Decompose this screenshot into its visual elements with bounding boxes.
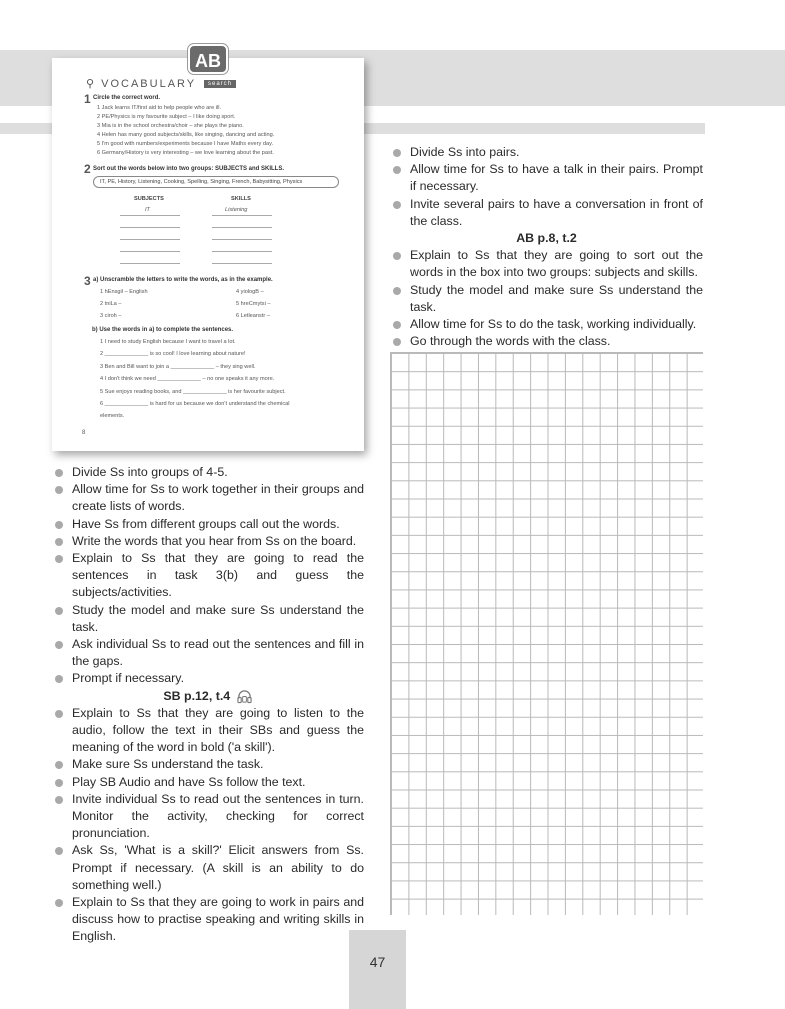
note-bullet: Allow time for Ss to do the task, working individually. <box>390 316 703 333</box>
task2-word-box: IT, PE, History, Listening, Cooking, Spelling, Singing, French, Babysitting, Physics <box>93 176 339 188</box>
task1-number: 1 <box>84 92 91 106</box>
note-bullet: Study the model and make sure Ss understand the task. <box>52 602 364 636</box>
answer-blank <box>212 251 272 252</box>
note-bullet: Play SB Audio and have Ss follow the text. <box>52 774 364 791</box>
task3a-line: 4 yiologB – <box>236 289 264 295</box>
headphones-icon <box>236 689 253 704</box>
example-subject: IT <box>145 207 150 213</box>
magnifier-icon: ⚲ <box>86 78 97 90</box>
note-bullet: Divide Ss into pairs. <box>390 144 703 161</box>
task3a-line: 1 hEnsgil – English <box>100 289 148 295</box>
note-bullet: Explain to Ss that they are going to work in pairs and discuss how to practise speaking and writing skills in English. <box>52 894 364 946</box>
ab-tab-label: AB <box>188 44 228 74</box>
workbook-page-thumbnail <box>52 58 364 451</box>
task3a-line: 3 ciroh – <box>100 313 122 319</box>
note-bullet: Make sure Ss understand the task. <box>52 756 364 773</box>
task3b-heading: b) Use the words in a) to complete the sentences. <box>92 327 234 333</box>
answer-blank <box>212 227 272 228</box>
note-bullet: Write the words that you hear from Ss on the board. <box>52 533 364 550</box>
task2-heading: Sort out the words below into two groups: SUBJECTS and SKILLS. <box>93 166 284 172</box>
vocabulary-heading: ⚲ VOCABULARY search <box>86 77 236 90</box>
task3b-line: 2 ______________ is so cool! I love learning about nature! <box>100 351 246 357</box>
task3b-line: 5 Sue enjoys reading books, and ______________ is her favourite subject. <box>100 389 286 395</box>
note-bullet: Go through the words with the class. <box>390 333 703 350</box>
note-bullet: Ask Ss, 'What is a skill?' Elicit answers from Ss. Prompt if necessary. (A skill is an ability to do something well.) <box>52 842 364 894</box>
task1-line: 3 Mia is in the school orchestra/choir – she plays the piano. <box>97 123 244 129</box>
subjects-column-heading: SUBJECTS <box>134 196 164 202</box>
answer-blank <box>120 263 180 264</box>
task1-line: 5 I'm good with numbers/experiments because I have Maths every day. <box>97 141 274 147</box>
task2-number: 2 <box>84 162 91 176</box>
page-number: 47 <box>369 954 386 970</box>
note-bullet: Ask individual Ss to read out the sentences and fill in the gaps. <box>52 636 364 670</box>
task3b-line: elements. <box>100 413 125 419</box>
note-bullet: Explain to Ss that they are going to listen to the audio, follow the text in their SBs and guess the meaning of the word in bold ('a skill'). <box>52 705 364 757</box>
skills-column-heading: SKILLS <box>231 196 251 202</box>
answer-blank <box>120 251 180 252</box>
task3a-line: 6 Letleanstr – <box>236 313 270 319</box>
note-bullet: Invite several pairs to have a conversation in front of the class. <box>390 196 703 230</box>
note-bullet: Explain to Ss that they are going to read the sentences in task 3(b) and guess the subjects/activities. <box>52 550 364 602</box>
task1-line: 6 Germany/History is very interesting – we love learning about the past. <box>97 150 274 156</box>
search-tag: search <box>204 80 236 88</box>
answer-blank <box>212 239 272 240</box>
task1-line: 4 Helen has many good subjects/skills, like singing, dancing and acting. <box>97 132 275 138</box>
note-bullet: Divide Ss into groups of 4-5. <box>52 464 364 481</box>
answer-blank <box>120 227 180 228</box>
note-bullet: Allow time for Ss to have a talk in their pairs. Prompt if necessary. <box>390 161 703 195</box>
notes-grid <box>390 352 703 915</box>
task3a-line: 5 hreCmytsi – <box>236 301 271 307</box>
section-heading-ab: AB p.8, t.2 <box>516 231 577 246</box>
answer-blank <box>120 239 180 240</box>
task3a-heading: a) Unscramble the letters to write the words, as in the example. <box>93 277 273 283</box>
answer-blank <box>212 263 272 264</box>
note-bullet: Explain to Ss that they are going to sort out the words in the box into two groups: subjects and skills. <box>390 247 703 281</box>
example-skill: Listening <box>225 207 248 213</box>
task1-line: 2 PE/Physics is my favourite subject – I like doing sport. <box>97 114 236 120</box>
task3b-line: 3 Ben and Bill want to join a ______________ – they sing well. <box>100 364 256 370</box>
note-bullet: Invite individual Ss to read out the sentences in turn. Monitor the activity, checking for correct pronunciation. <box>52 791 364 843</box>
note-bullet: Study the model and make sure Ss understand the task. <box>390 282 703 316</box>
task3a-line: 2 tniLa – <box>100 301 122 307</box>
workbook-page-number: 8 <box>82 430 86 436</box>
section-heading-sb: SB p.12, t.4 <box>52 688 364 705</box>
task3-number: 3 <box>84 274 91 288</box>
task1-heading: Circle the correct word. <box>93 95 161 101</box>
left-teaching-notes <box>52 464 364 946</box>
task3b-line: 6 ______________ is hard for us because we don't understand the chemical <box>100 401 290 407</box>
note-bullet: Have Ss from different groups call out the words. <box>52 516 364 533</box>
note-bullet: Prompt if necessary. <box>52 670 364 687</box>
task3b-line: 1 I need to study English because I want to travel a lot. <box>100 339 236 345</box>
task1-line: 1 Jack learns IT/first aid to help people who are ill. <box>97 105 222 111</box>
note-bullet: Allow time for Ss to work together in their groups and create lists of words. <box>52 481 364 515</box>
right-teaching-notes <box>390 144 703 350</box>
answer-blank <box>212 215 272 216</box>
page-number-box <box>349 930 406 1009</box>
task3b-line: 4 I don't think we need ______________ – no one speaks it any more. <box>100 376 275 382</box>
answer-blank <box>120 215 180 216</box>
